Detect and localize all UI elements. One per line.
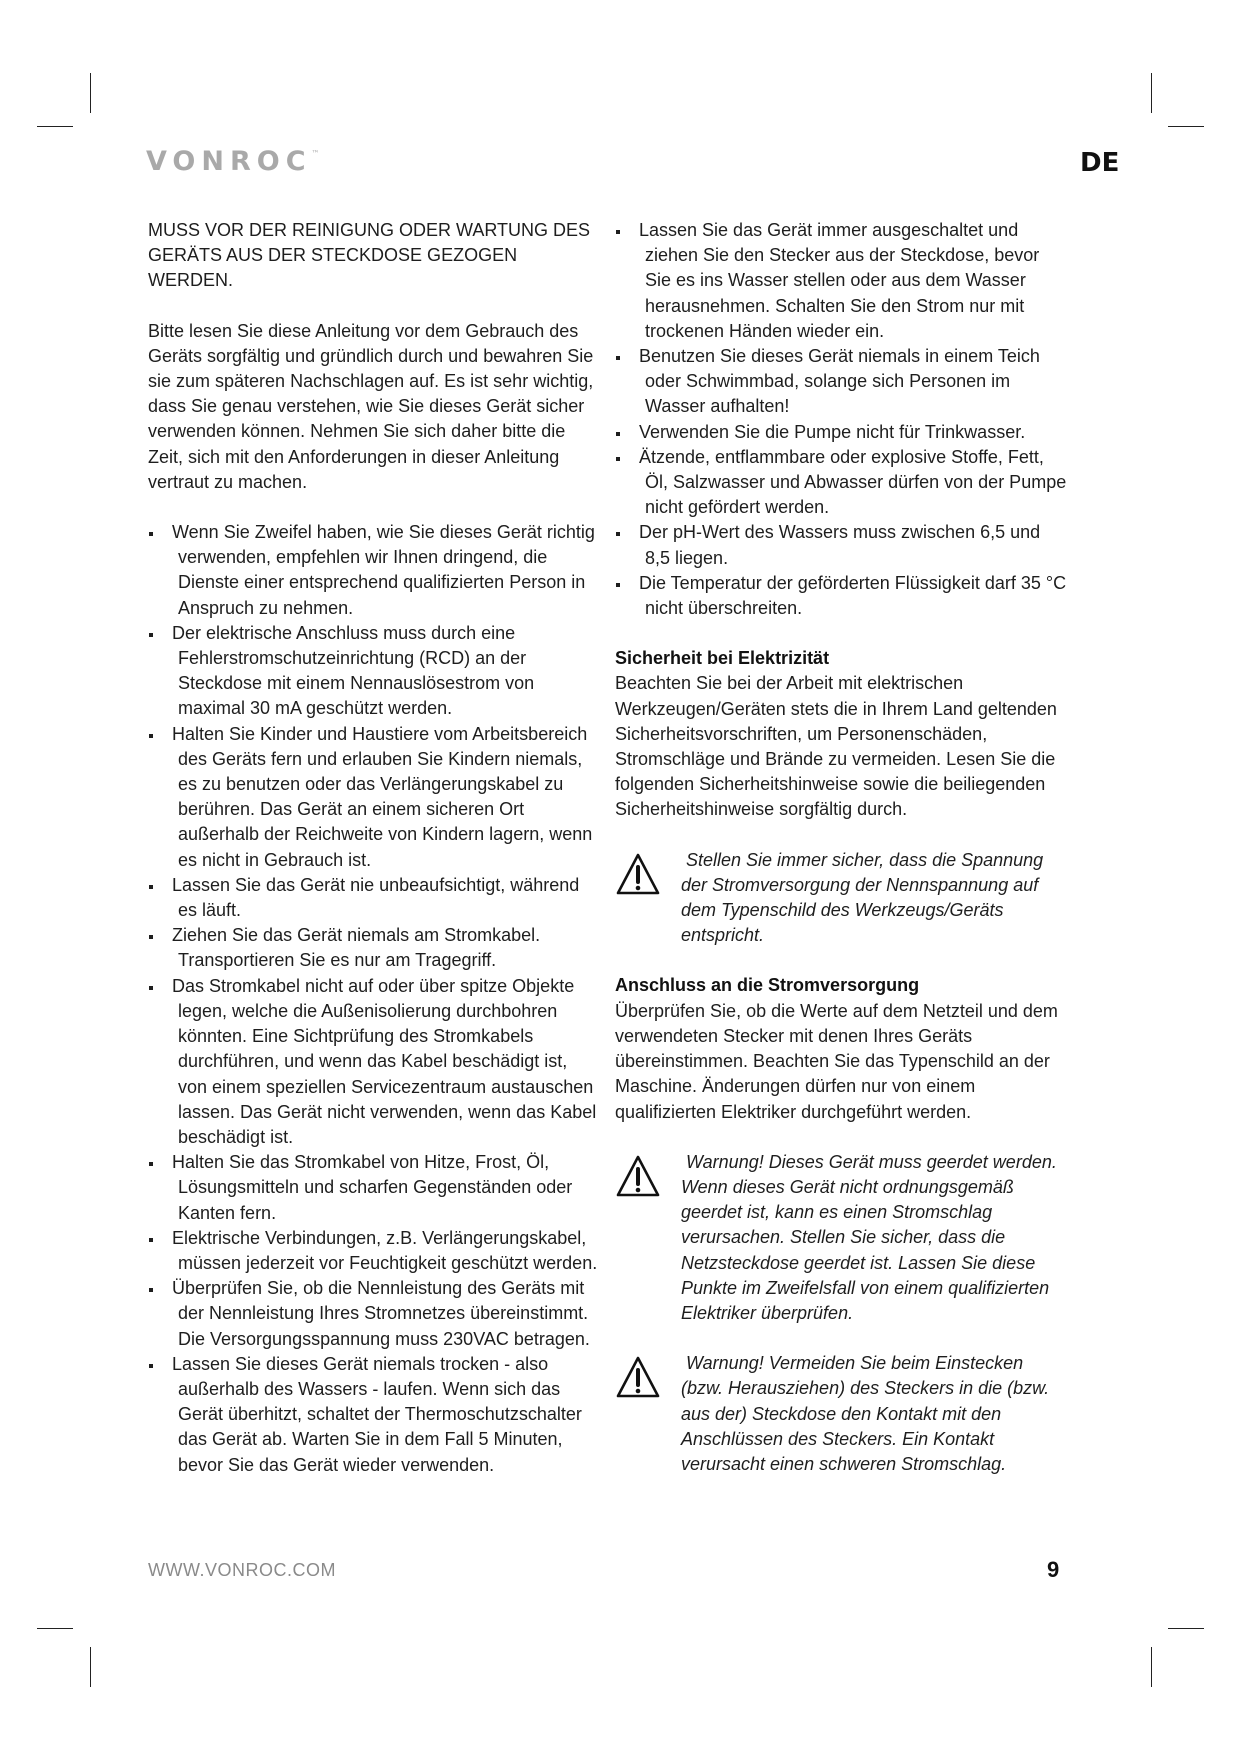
- crop-mark: [1151, 1647, 1152, 1687]
- warning-note: [615, 1150, 1070, 1326]
- power-supply-paragraph: Überprüfen Sie, ob die Werte auf dem Netzteil und dem verwendeten Stecker mit denen Ihres Geräts übereinstimmen. Beachten Sie das Typenschild an der Maschine. Änderungen dürfen nur von einem qualifizierten Elektriker durchgeführt werden.: [615, 1000, 1058, 1122]
- crop-mark: [1168, 1628, 1204, 1629]
- crop-mark: [1168, 126, 1204, 127]
- electric-safety-paragraph: Beachten Sie bei der Arbeit mit elektrischen Werkzeugen/Geräten stets die in Ihrem Land geltenden Sicherheitsvorschriften, um Personenschäden, Stromschläge und Brände zu vermeiden. Lesen Sie die folgenden Sicherheitshinweise sowie die beiliegenden Sicherheitshinweise sorgfältig durch.: [615, 673, 1057, 820]
- warning-note: [615, 1351, 1070, 1477]
- crop-mark: [1151, 73, 1152, 113]
- warning-text: Warnung! Dieses Gerät muss geerdet werden. Wenn dieses Gerät nicht ordnungsgemäß geerdet ist, kann es einen Stromschlag verursachen. Stellen Sie sicher, dass die Netzsteckdose geerdet ist. Lassen Sie diese Punkte im Zweifelsfall von einem qualifizierten Elektriker überprüfen.: [681, 1151, 1057, 1323]
- crop-mark: [90, 1647, 91, 1687]
- warning-triangle-icon: [615, 852, 661, 896]
- crop-mark: [90, 73, 91, 113]
- list-item: Benutzen Sie dieses Gerät niemals in einem Teich oder Schwimmbad, solange sich Personen im Wasser aufhalten!: [615, 344, 1070, 420]
- list-item: Halten Sie das Stromkabel von Hitze, Frost, Öl, Lösungsmitteln und scharfen Gegenständen oder Kanten fern.: [148, 1150, 598, 1226]
- crop-mark: [37, 1628, 73, 1629]
- footer-url: WWW.VONROC.COM: [148, 1560, 336, 1580]
- list-item: Lassen Sie das Gerät nie unbeaufsichtigt, während es läuft.: [148, 873, 598, 923]
- warning-text: Warnung! Vermeiden Sie beim Einstecken (bzw. Herausziehen) des Steckers in die (bzw. aus der) Steckdose den Kontakt mit den Anschlüssen des Steckers. Ein Kontakt verursacht einen schweren Stromschlag.: [681, 1353, 1050, 1474]
- section-title-electric-safety: Sicherheit bei Elektrizität: [615, 648, 830, 669]
- list-item: Ätzende, entflammbare oder explosive Stoffe, Fett, Öl, Salzwasser und Abwasser dürfen von der Pumpe nicht gefördert werden.: [615, 445, 1070, 521]
- list-item: Lassen Sie dieses Gerät niemals trocken - also außerhalb des Wassers - laufen. Wenn sich das Gerät überhitzt, schaltet der Thermoschutzschalter das Gerät ab. Warten Sie in dem Fall 5 Minuten, bevor Sie das Gerät wieder verwenden.: [148, 1352, 598, 1478]
- safety-list-left: [148, 520, 598, 1478]
- list-item: Verwenden Sie die Pumpe nicht für Trinkwasser.: [615, 420, 1070, 445]
- warning-triangle-icon: [615, 1355, 661, 1399]
- list-item: Ziehen Sie das Gerät niemals am Stromkabel. Transportieren Sie es nur am Tragegriff.: [148, 923, 598, 973]
- crop-mark: [37, 126, 73, 127]
- warning-triangle-icon: [615, 1154, 661, 1198]
- warning-note: [615, 848, 1070, 949]
- brand-logo: VONROC™: [146, 146, 320, 177]
- safety-list-right: [615, 218, 1070, 621]
- list-item: Wenn Sie Zweifel haben, wie Sie dieses Gerät richtig verwenden, empfehlen wir Ihnen dringend, die Dienste einer entsprechend qualifizierten Person in Anspruch zu nehmen.: [148, 520, 598, 621]
- left-column: [148, 218, 598, 1478]
- list-item: Lassen Sie das Gerät immer ausgeschaltet und ziehen Sie den Stecker aus der Steckdose, bevor Sie es ins Wasser stellen oder aus dem Wasser herausnehmen. Schalten Sie den Strom nur mit trockenen Händen wieder ein.: [615, 218, 1070, 344]
- warning-text: Stellen Sie immer sicher, dass die Spannung der Stromversorgung der Nennspannung auf dem Typenschild des Werkzeugs/Geräts entspricht.: [681, 849, 1044, 946]
- list-item: Elektrische Verbindungen, z.B. Verlängerungskabel, müssen jederzeit vor Feuchtigkeit geschützt werden.: [148, 1226, 598, 1276]
- list-item: Überprüfen Sie, ob die Nennleistung des Geräts mit der Nennleistung Ihres Stromnetzes übereinstimmt. Die Versorgungsspannung muss 230VAC betragen.: [148, 1276, 598, 1352]
- page-number: 9: [1047, 1557, 1060, 1582]
- list-item: Der elektrische Anschluss muss durch eine Fehlerstromschutzeinrichtung (RCD) an der Steckdose mit einem Nennauslösestrom von maximal 30 mA geschützt werden.: [148, 621, 598, 722]
- language-code: DE: [1080, 148, 1120, 178]
- right-column: [615, 218, 1070, 1477]
- list-item: Der pH-Wert des Wassers muss zwischen 6,5 und 8,5 liegen.: [615, 520, 1070, 570]
- list-item: Das Stromkabel nicht auf oder über spitze Objekte legen, welche die Außenisolierung durchbohren könnten. Eine Sichtprüfung des Stromkabels durchführen, und wenn das Kabel beschädigt ist, von einem speziellen Servicezentraum austauschen lassen. Das Gerät nicht verwenden, wenn das Kabel beschädigt ist.: [148, 974, 598, 1150]
- list-item: Die Temperatur der geförderten Flüssigkeit darf 35 °C nicht überschreiten.: [615, 571, 1070, 621]
- caps-heading: MUSS VOR DER REINIGUNG ODER WARTUNG DES GERÄTS AUS DER STECKDOSE GEZOGEN WERDEN.: [148, 220, 591, 291]
- list-item: Halten Sie Kinder und Haustiere vom Arbeitsbereich des Geräts fern und erlauben Sie Kindern niemals, es zu benutzen oder das Verlängerungskabel zu berühren. Das Gerät an einem sicheren Ort außerhalb der Reichweite von Kindern lagern, wenn es nicht in Gebrauch ist.: [148, 722, 598, 873]
- intro-paragraph: Bitte lesen Sie diese Anleitung vor dem Gebrauch des Geräts sorgfältig und gründlich durch und bewahren Sie sie zum späteren Nachschlagen auf. Es ist sehr wichtig, dass Sie genau verstehen, wie Sie dieses Gerät sicher verwenden können. Nehmen Sie sich daher bitte die Zeit, sich mit den Anforderungen in dieser Anleitung vertraut zu machen.: [148, 320, 594, 492]
- section-title-power-supply: Anschluss an die Stromversorgung: [615, 975, 920, 996]
